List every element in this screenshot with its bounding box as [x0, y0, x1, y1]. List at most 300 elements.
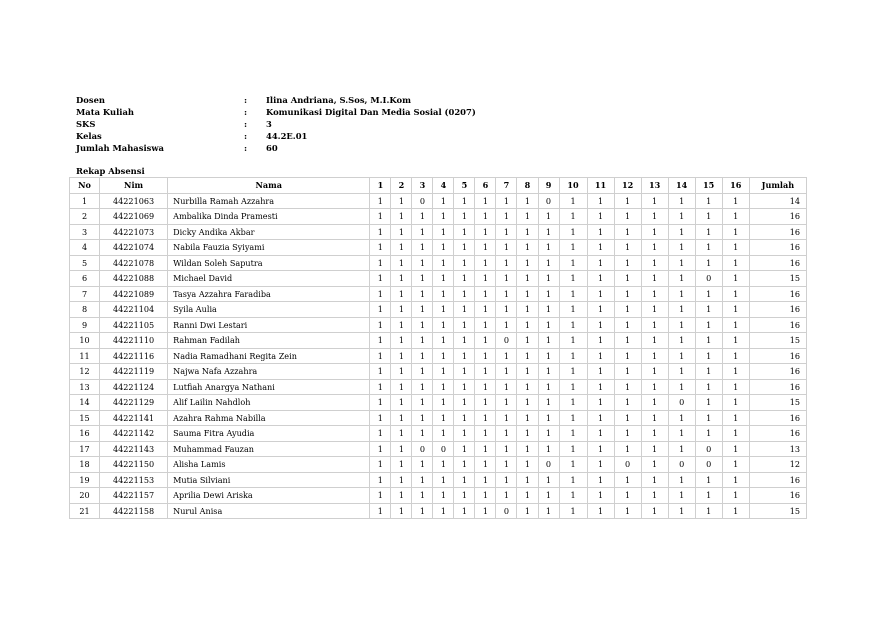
session-cell: 1	[517, 441, 538, 457]
session-cell: 1	[695, 472, 722, 488]
session-cell: 1	[614, 348, 641, 364]
session-cell: 1	[454, 286, 475, 302]
session-cell: 1	[433, 193, 454, 209]
student-id: 44221129	[100, 395, 168, 411]
session-cell: 1	[559, 426, 587, 442]
student-name: Syila Aulia	[168, 302, 370, 318]
session-cell: 1	[517, 364, 538, 380]
session-cell: 1	[496, 348, 517, 364]
student-id: 44221124	[100, 379, 168, 395]
session-cell: 1	[475, 348, 496, 364]
session-cell: 1	[538, 224, 559, 240]
session-cell: 1	[454, 488, 475, 504]
student-id: 44221150	[100, 457, 168, 473]
attendance-total: 13	[749, 441, 806, 457]
session-cell: 1	[641, 441, 668, 457]
session-cell: 1	[614, 193, 641, 209]
student-name: Lutfiah Anargya Nathani	[168, 379, 370, 395]
session-cell: 1	[587, 395, 614, 411]
session-cell: 0	[538, 457, 559, 473]
session-cell: 1	[641, 240, 668, 256]
session-cell: 1	[370, 348, 391, 364]
session-cell: 1	[412, 395, 433, 411]
table-row	[70, 209, 807, 225]
table-row	[70, 240, 807, 256]
session-cell: 1	[695, 503, 722, 519]
session-cell: 1	[614, 271, 641, 287]
attendance-total: 12	[749, 457, 806, 473]
session-cell: 1	[641, 457, 668, 473]
student-name: Nurul Anisa	[168, 503, 370, 519]
student-id: 44221089	[100, 286, 168, 302]
column-header: 4	[433, 178, 454, 194]
row-number: 13	[70, 379, 100, 395]
session-cell: 1	[433, 395, 454, 411]
session-cell: 1	[614, 240, 641, 256]
session-cell: 1	[668, 286, 695, 302]
session-cell: 1	[695, 209, 722, 225]
session-cell: 1	[695, 488, 722, 504]
session-cell: 1	[641, 426, 668, 442]
session-cell: 1	[391, 503, 412, 519]
session-cell: 1	[587, 488, 614, 504]
info-colon: :	[244, 131, 248, 141]
session-cell: 1	[641, 286, 668, 302]
table-row	[70, 255, 807, 271]
info-colon: :	[244, 143, 248, 153]
student-id: 44221105	[100, 317, 168, 333]
session-cell: 1	[391, 395, 412, 411]
session-cell: 1	[454, 395, 475, 411]
session-cell: 1	[614, 333, 641, 349]
session-cell: 1	[433, 472, 454, 488]
info-value: Ilina Andriana, S.Sos, M.I.Kom	[266, 95, 411, 105]
student-name: Muhammad Fauzan	[168, 441, 370, 457]
session-cell: 1	[370, 209, 391, 225]
info-colon: :	[244, 107, 248, 117]
row-number: 6	[70, 271, 100, 287]
session-cell: 1	[496, 457, 517, 473]
student-name: Nurbilla Ramah Azzahra	[168, 193, 370, 209]
student-id: 44221078	[100, 255, 168, 271]
session-cell: 1	[454, 271, 475, 287]
student-name: Mutia Silviani	[168, 472, 370, 488]
attendance-total: 16	[749, 224, 806, 240]
session-cell: 1	[454, 503, 475, 519]
session-cell: 1	[587, 379, 614, 395]
session-cell: 1	[559, 379, 587, 395]
column-header: Jumlah	[749, 178, 806, 194]
column-header: No	[70, 178, 100, 194]
session-cell: 1	[587, 457, 614, 473]
session-cell: 1	[668, 193, 695, 209]
session-cell: 1	[722, 348, 749, 364]
session-cell: 1	[412, 472, 433, 488]
session-cell: 1	[668, 472, 695, 488]
session-cell: 1	[391, 255, 412, 271]
row-number: 15	[70, 410, 100, 426]
session-cell: 1	[517, 193, 538, 209]
session-cell: 1	[614, 395, 641, 411]
attendance-total: 15	[749, 333, 806, 349]
table-row	[70, 457, 807, 473]
session-cell: 1	[370, 302, 391, 318]
session-cell: 1	[517, 224, 538, 240]
session-cell: 1	[559, 240, 587, 256]
session-cell: 1	[587, 333, 614, 349]
session-cell: 1	[433, 488, 454, 504]
info-row	[76, 130, 476, 142]
session-cell: 1	[559, 255, 587, 271]
session-cell: 1	[722, 472, 749, 488]
session-cell: 0	[614, 457, 641, 473]
student-id: 44221158	[100, 503, 168, 519]
info-row	[76, 94, 476, 106]
session-cell: 1	[587, 271, 614, 287]
column-header: 3	[412, 178, 433, 194]
session-cell: 1	[517, 348, 538, 364]
student-id: 44221069	[100, 209, 168, 225]
session-cell: 1	[370, 364, 391, 380]
session-cell: 1	[587, 302, 614, 318]
attendance-total: 16	[749, 379, 806, 395]
session-cell: 1	[454, 410, 475, 426]
info-label: Dosen	[76, 95, 105, 105]
session-cell: 1	[559, 364, 587, 380]
session-cell: 1	[587, 255, 614, 271]
session-cell: 1	[370, 395, 391, 411]
session-cell: 1	[587, 472, 614, 488]
session-cell: 1	[559, 286, 587, 302]
session-cell: 1	[391, 286, 412, 302]
session-cell: 1	[587, 240, 614, 256]
session-cell: 1	[454, 379, 475, 395]
session-cell: 1	[412, 317, 433, 333]
session-cell: 1	[391, 441, 412, 457]
session-cell: 1	[559, 503, 587, 519]
session-cell: 1	[433, 379, 454, 395]
session-cell: 1	[517, 240, 538, 256]
session-cell: 1	[496, 426, 517, 442]
session-cell: 1	[587, 410, 614, 426]
session-cell: 1	[433, 224, 454, 240]
session-cell: 1	[454, 240, 475, 256]
table-row	[70, 224, 807, 240]
info-value: 44.2E.01	[266, 131, 308, 141]
student-name: Rahman Fadilah	[168, 333, 370, 349]
session-cell: 1	[587, 286, 614, 302]
session-cell: 1	[433, 209, 454, 225]
table-row	[70, 488, 807, 504]
session-cell: 1	[475, 302, 496, 318]
session-cell: 1	[496, 441, 517, 457]
session-cell: 1	[370, 441, 391, 457]
session-cell: 1	[454, 317, 475, 333]
session-cell: 1	[668, 317, 695, 333]
column-header: 1	[370, 178, 391, 194]
session-cell: 1	[517, 472, 538, 488]
session-cell: 1	[391, 348, 412, 364]
attendance-total: 16	[749, 348, 806, 364]
session-cell: 1	[695, 240, 722, 256]
student-id: 44221157	[100, 488, 168, 504]
student-id: 44221088	[100, 271, 168, 287]
session-cell: 1	[695, 410, 722, 426]
session-cell: 1	[614, 286, 641, 302]
session-cell: 0	[496, 333, 517, 349]
session-cell: 1	[517, 488, 538, 504]
info-value: 60	[266, 143, 278, 153]
session-cell: 1	[722, 395, 749, 411]
session-cell: 1	[538, 379, 559, 395]
session-cell: 1	[412, 348, 433, 364]
session-cell: 1	[587, 224, 614, 240]
student-id: 44221074	[100, 240, 168, 256]
session-cell: 1	[641, 271, 668, 287]
session-cell: 1	[391, 426, 412, 442]
session-cell: 1	[496, 488, 517, 504]
session-cell: 1	[695, 317, 722, 333]
session-cell: 1	[391, 224, 412, 240]
row-number: 9	[70, 317, 100, 333]
info-label: SKS	[76, 119, 96, 129]
session-cell: 1	[668, 348, 695, 364]
session-cell: 1	[454, 333, 475, 349]
session-cell: 1	[538, 348, 559, 364]
session-cell: 1	[433, 457, 454, 473]
session-cell: 1	[433, 240, 454, 256]
info-colon: :	[244, 95, 248, 105]
session-cell: 1	[614, 410, 641, 426]
session-cell: 1	[641, 410, 668, 426]
session-cell: 1	[391, 271, 412, 287]
session-cell: 1	[641, 302, 668, 318]
column-header: 11	[587, 178, 614, 194]
session-cell: 1	[412, 271, 433, 287]
row-number: 10	[70, 333, 100, 349]
student-name: Alif Lailin Nahdloh	[168, 395, 370, 411]
row-number: 11	[70, 348, 100, 364]
row-number: 2	[70, 209, 100, 225]
session-cell: 1	[559, 457, 587, 473]
row-number: 14	[70, 395, 100, 411]
session-cell: 1	[668, 240, 695, 256]
session-cell: 1	[587, 348, 614, 364]
table-row	[70, 286, 807, 302]
row-number: 4	[70, 240, 100, 256]
session-cell: 1	[475, 317, 496, 333]
column-header: Nim	[100, 178, 168, 194]
session-cell: 1	[538, 364, 559, 380]
session-cell: 1	[370, 240, 391, 256]
session-cell: 1	[391, 457, 412, 473]
session-cell: 1	[641, 472, 668, 488]
session-cell: 1	[391, 379, 412, 395]
session-cell: 1	[433, 426, 454, 442]
session-cell: 1	[559, 410, 587, 426]
table-row	[70, 441, 807, 457]
session-cell: 1	[454, 441, 475, 457]
session-cell: 1	[517, 302, 538, 318]
session-cell: 1	[475, 379, 496, 395]
attendance-total: 16	[749, 209, 806, 225]
session-cell: 1	[517, 271, 538, 287]
table-header	[70, 178, 807, 194]
session-cell: 1	[475, 271, 496, 287]
session-cell: 1	[517, 503, 538, 519]
session-cell: 1	[722, 488, 749, 504]
session-cell: 1	[559, 395, 587, 411]
column-header: 13	[641, 178, 668, 194]
session-cell: 1	[454, 348, 475, 364]
session-cell: 1	[538, 395, 559, 411]
session-cell: 1	[695, 224, 722, 240]
session-cell: 1	[538, 488, 559, 504]
info-value: Komunikasi Digital Dan Media Sosial (0207)	[266, 107, 476, 117]
session-cell: 1	[614, 472, 641, 488]
session-cell: 0	[668, 395, 695, 411]
session-cell: 1	[475, 333, 496, 349]
session-cell: 1	[587, 317, 614, 333]
session-cell: 1	[641, 255, 668, 271]
table-row	[70, 364, 807, 380]
student-id: 44221104	[100, 302, 168, 318]
session-cell: 1	[433, 410, 454, 426]
session-cell: 1	[475, 193, 496, 209]
session-cell: 1	[391, 240, 412, 256]
table-row	[70, 333, 807, 349]
session-cell: 1	[475, 224, 496, 240]
section-title: Rekap Absensi	[76, 166, 145, 176]
session-cell: 1	[641, 395, 668, 411]
column-header: 16	[722, 178, 749, 194]
session-cell: 1	[641, 503, 668, 519]
session-cell: 1	[433, 317, 454, 333]
session-cell: 1	[641, 209, 668, 225]
attendance-total: 16	[749, 426, 806, 442]
attendance-total: 16	[749, 410, 806, 426]
session-cell: 1	[695, 395, 722, 411]
session-cell: 1	[722, 255, 749, 271]
column-header: 9	[538, 178, 559, 194]
session-cell: 1	[412, 426, 433, 442]
table-row	[70, 193, 807, 209]
student-id: 44221073	[100, 224, 168, 240]
student-name: Nadia Ramadhani Regita Zein	[168, 348, 370, 364]
column-header: 5	[454, 178, 475, 194]
session-cell: 1	[559, 193, 587, 209]
session-cell: 1	[722, 379, 749, 395]
session-cell: 1	[722, 209, 749, 225]
column-header: 10	[559, 178, 587, 194]
student-id: 44221142	[100, 426, 168, 442]
session-cell: 1	[695, 379, 722, 395]
session-cell: 1	[412, 286, 433, 302]
session-cell: 1	[517, 317, 538, 333]
attendance-total: 15	[749, 271, 806, 287]
session-cell: 1	[538, 317, 559, 333]
student-name: Ambalika Dinda Pramesti	[168, 209, 370, 225]
session-cell: 1	[370, 271, 391, 287]
session-cell: 1	[433, 255, 454, 271]
info-row	[76, 118, 476, 130]
session-cell: 1	[475, 209, 496, 225]
course-info	[76, 94, 476, 154]
session-cell: 1	[587, 503, 614, 519]
attendance-total: 16	[749, 302, 806, 318]
session-cell: 1	[496, 472, 517, 488]
session-cell: 1	[559, 441, 587, 457]
session-cell: 1	[496, 379, 517, 395]
table-row	[70, 271, 807, 287]
student-name: Ranni Dwi Lestari	[168, 317, 370, 333]
session-cell: 1	[475, 364, 496, 380]
session-cell: 1	[614, 441, 641, 457]
session-cell: 1	[668, 426, 695, 442]
session-cell: 1	[668, 364, 695, 380]
student-name: Aprilia Dewi Ariska	[168, 488, 370, 504]
attendance-table	[69, 177, 807, 519]
session-cell: 1	[722, 457, 749, 473]
row-number: 19	[70, 472, 100, 488]
session-cell: 1	[559, 488, 587, 504]
session-cell: 1	[722, 271, 749, 287]
session-cell: 1	[614, 364, 641, 380]
attendance-total: 15	[749, 395, 806, 411]
session-cell: 1	[412, 503, 433, 519]
session-cell: 1	[559, 348, 587, 364]
column-header: 12	[614, 178, 641, 194]
session-cell: 1	[433, 286, 454, 302]
session-cell: 1	[614, 379, 641, 395]
session-cell: 1	[454, 457, 475, 473]
session-cell: 1	[370, 317, 391, 333]
session-cell: 1	[614, 209, 641, 225]
session-cell: 1	[587, 209, 614, 225]
session-cell: 1	[668, 271, 695, 287]
session-cell: 1	[496, 193, 517, 209]
session-cell: 1	[517, 379, 538, 395]
column-header: 6	[475, 178, 496, 194]
session-cell: 1	[370, 286, 391, 302]
session-cell: 1	[614, 488, 641, 504]
session-cell: 1	[695, 193, 722, 209]
session-cell: 1	[538, 286, 559, 302]
session-cell: 1	[614, 255, 641, 271]
session-cell: 1	[668, 379, 695, 395]
table-row	[70, 472, 807, 488]
attendance-total: 15	[749, 503, 806, 519]
attendance-total: 14	[749, 193, 806, 209]
session-cell: 1	[454, 255, 475, 271]
session-cell: 1	[722, 426, 749, 442]
session-cell: 1	[668, 255, 695, 271]
session-cell: 1	[614, 224, 641, 240]
session-cell: 1	[668, 488, 695, 504]
session-cell: 1	[722, 364, 749, 380]
student-name: Sauma Fitra Ayudia	[168, 426, 370, 442]
session-cell: 1	[475, 395, 496, 411]
column-header: Nama	[168, 178, 370, 194]
session-cell: 1	[475, 441, 496, 457]
session-cell: 1	[538, 472, 559, 488]
session-cell: 1	[641, 379, 668, 395]
session-cell: 1	[370, 488, 391, 504]
table-row	[70, 302, 807, 318]
student-name: Tasya Azzahra Faradiba	[168, 286, 370, 302]
session-cell: 1	[587, 426, 614, 442]
session-cell: 1	[538, 302, 559, 318]
